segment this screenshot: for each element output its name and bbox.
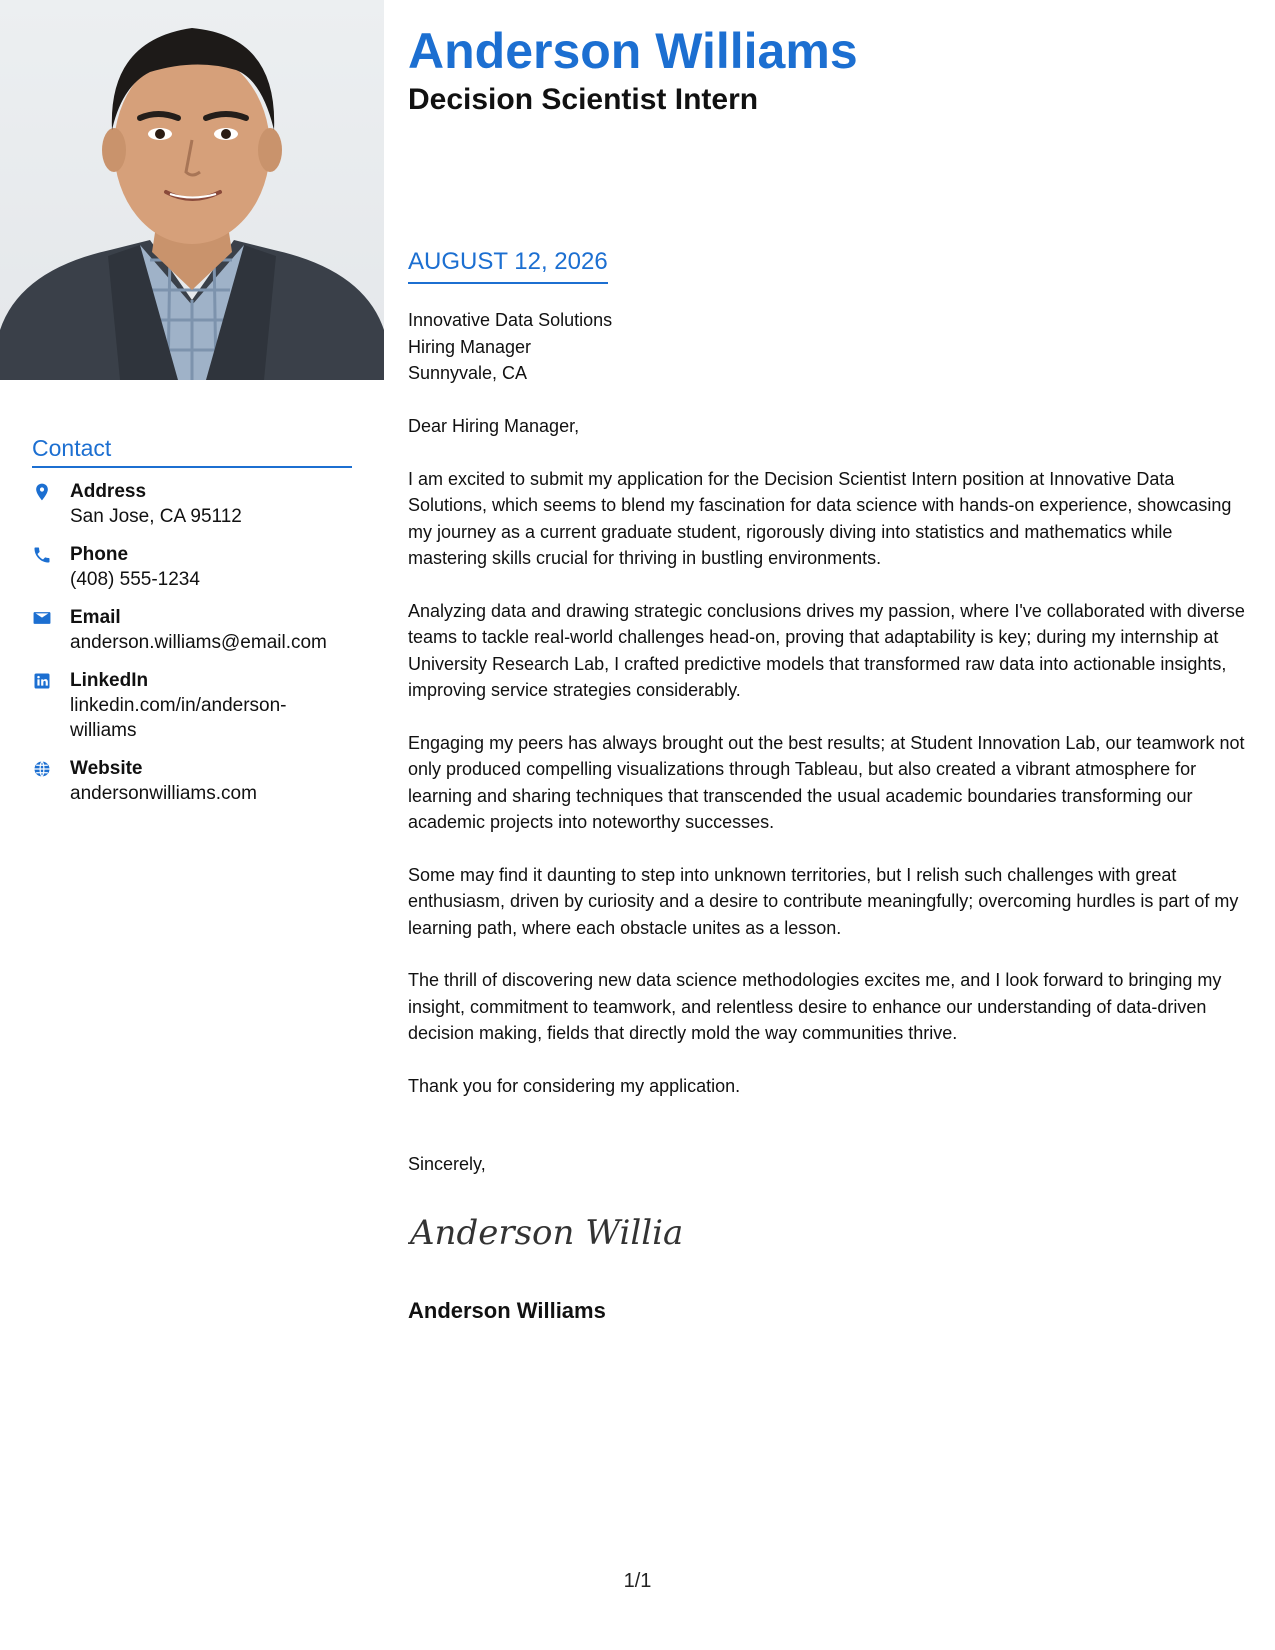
recipient-block	[408, 307, 612, 387]
contact-label: Website	[70, 758, 143, 779]
letter-date: AUGUST 12, 2026	[408, 248, 608, 284]
profile-photo	[0, 0, 384, 380]
recipient-location: Sunnyvale, CA	[408, 363, 528, 383]
body-paragraph: I am excited to submit my application for the Decision Scientist Intern position at Innovative Data Solutions, which seems to blend my fascination for data science with hands-on experience, showcasing my journey as a current graduate student, rigorously diving into statistics and mathematics while mastering skills crucial for thriving in bustling environments.	[408, 468, 1232, 568]
applicant-name: Anderson Williams	[408, 23, 858, 79]
body-paragraph: Some may find it daunting to step into unknown territories, but I relish such challenges with great enthusiasm, driven by curiosity and a desire to contribute meaningfully; overcoming hurdles is part of my learning path, where each obstacle unites as a lesson.	[408, 864, 1239, 938]
contact-address	[32, 480, 352, 529]
recipient-title: Hiring Manager	[408, 336, 532, 357]
phone-icon	[32, 543, 70, 592]
contact-phone	[32, 543, 352, 592]
contact-label: Email	[70, 607, 121, 628]
location-pin-icon	[32, 480, 70, 529]
closing: Sincerely,	[408, 1154, 486, 1174]
contact-heading: Contact	[32, 435, 352, 468]
contact-linkedin	[32, 669, 352, 743]
contact-value: San Jose, CA 95112	[70, 506, 242, 527]
body-paragraph: Analyzing data and drawing strategic conclusions drives my passion, where I've collaborated with diverse teams to tackle real-world challenges head-on, proving that adaptability is key; during my internship at University Research Lab, I crafted predictive models that transformed raw data into actionable insights, improving service strategies considerably.	[408, 600, 1245, 700]
letter-body	[408, 413, 1253, 1125]
salutation: Dear Hiring Manager,	[408, 416, 580, 436]
contact-sidebar	[32, 435, 352, 820]
email-icon	[32, 606, 70, 655]
signature	[408, 1196, 708, 1271]
contact-label: LinkedIn	[70, 670, 149, 691]
body-paragraph: Thank you for considering my application.	[408, 1075, 741, 1096]
page-number: 1/1	[623, 1570, 652, 1592]
contact-label: Phone	[70, 544, 129, 565]
globe-icon	[32, 757, 70, 806]
contact-value: linkedin.com/in/anderson-williams	[70, 695, 287, 741]
body-paragraph: Engaging my peers has always brought out the best results; at Student Innovation Lab, our teamwork not only produced compelling visualizations through Tableau, but also created a vibrant atmosphere for learning and sharing techniques that transcended the usual academic boundaries transforming our academic projects into noteworthy successes.	[408, 732, 1245, 832]
signature-text: Anderson Willia	[410, 1213, 684, 1253]
recipient-company: Innovative Data Solutions	[408, 310, 613, 330]
contact-label: Address	[70, 481, 147, 502]
contact-value: andersonwilliams.com	[70, 783, 257, 804]
contact-email	[32, 606, 352, 655]
contact-value: anderson.williams@email.com	[70, 632, 327, 653]
job-title: Decision Scientist Intern	[408, 83, 759, 116]
body-paragraph: The thrill of discovering new data science methodologies excites me, and I look forward to bringing my insight, commitment to teamwork, and relentless desire to enhance our understanding of data-driven decision making, fields that directly mold the way communities thrive.	[408, 970, 1222, 1043]
contact-value: (408) 555-1234	[70, 569, 200, 590]
signer-name: Anderson Williams	[408, 1298, 606, 1323]
linkedin-icon	[32, 669, 70, 743]
contact-website	[32, 757, 352, 806]
